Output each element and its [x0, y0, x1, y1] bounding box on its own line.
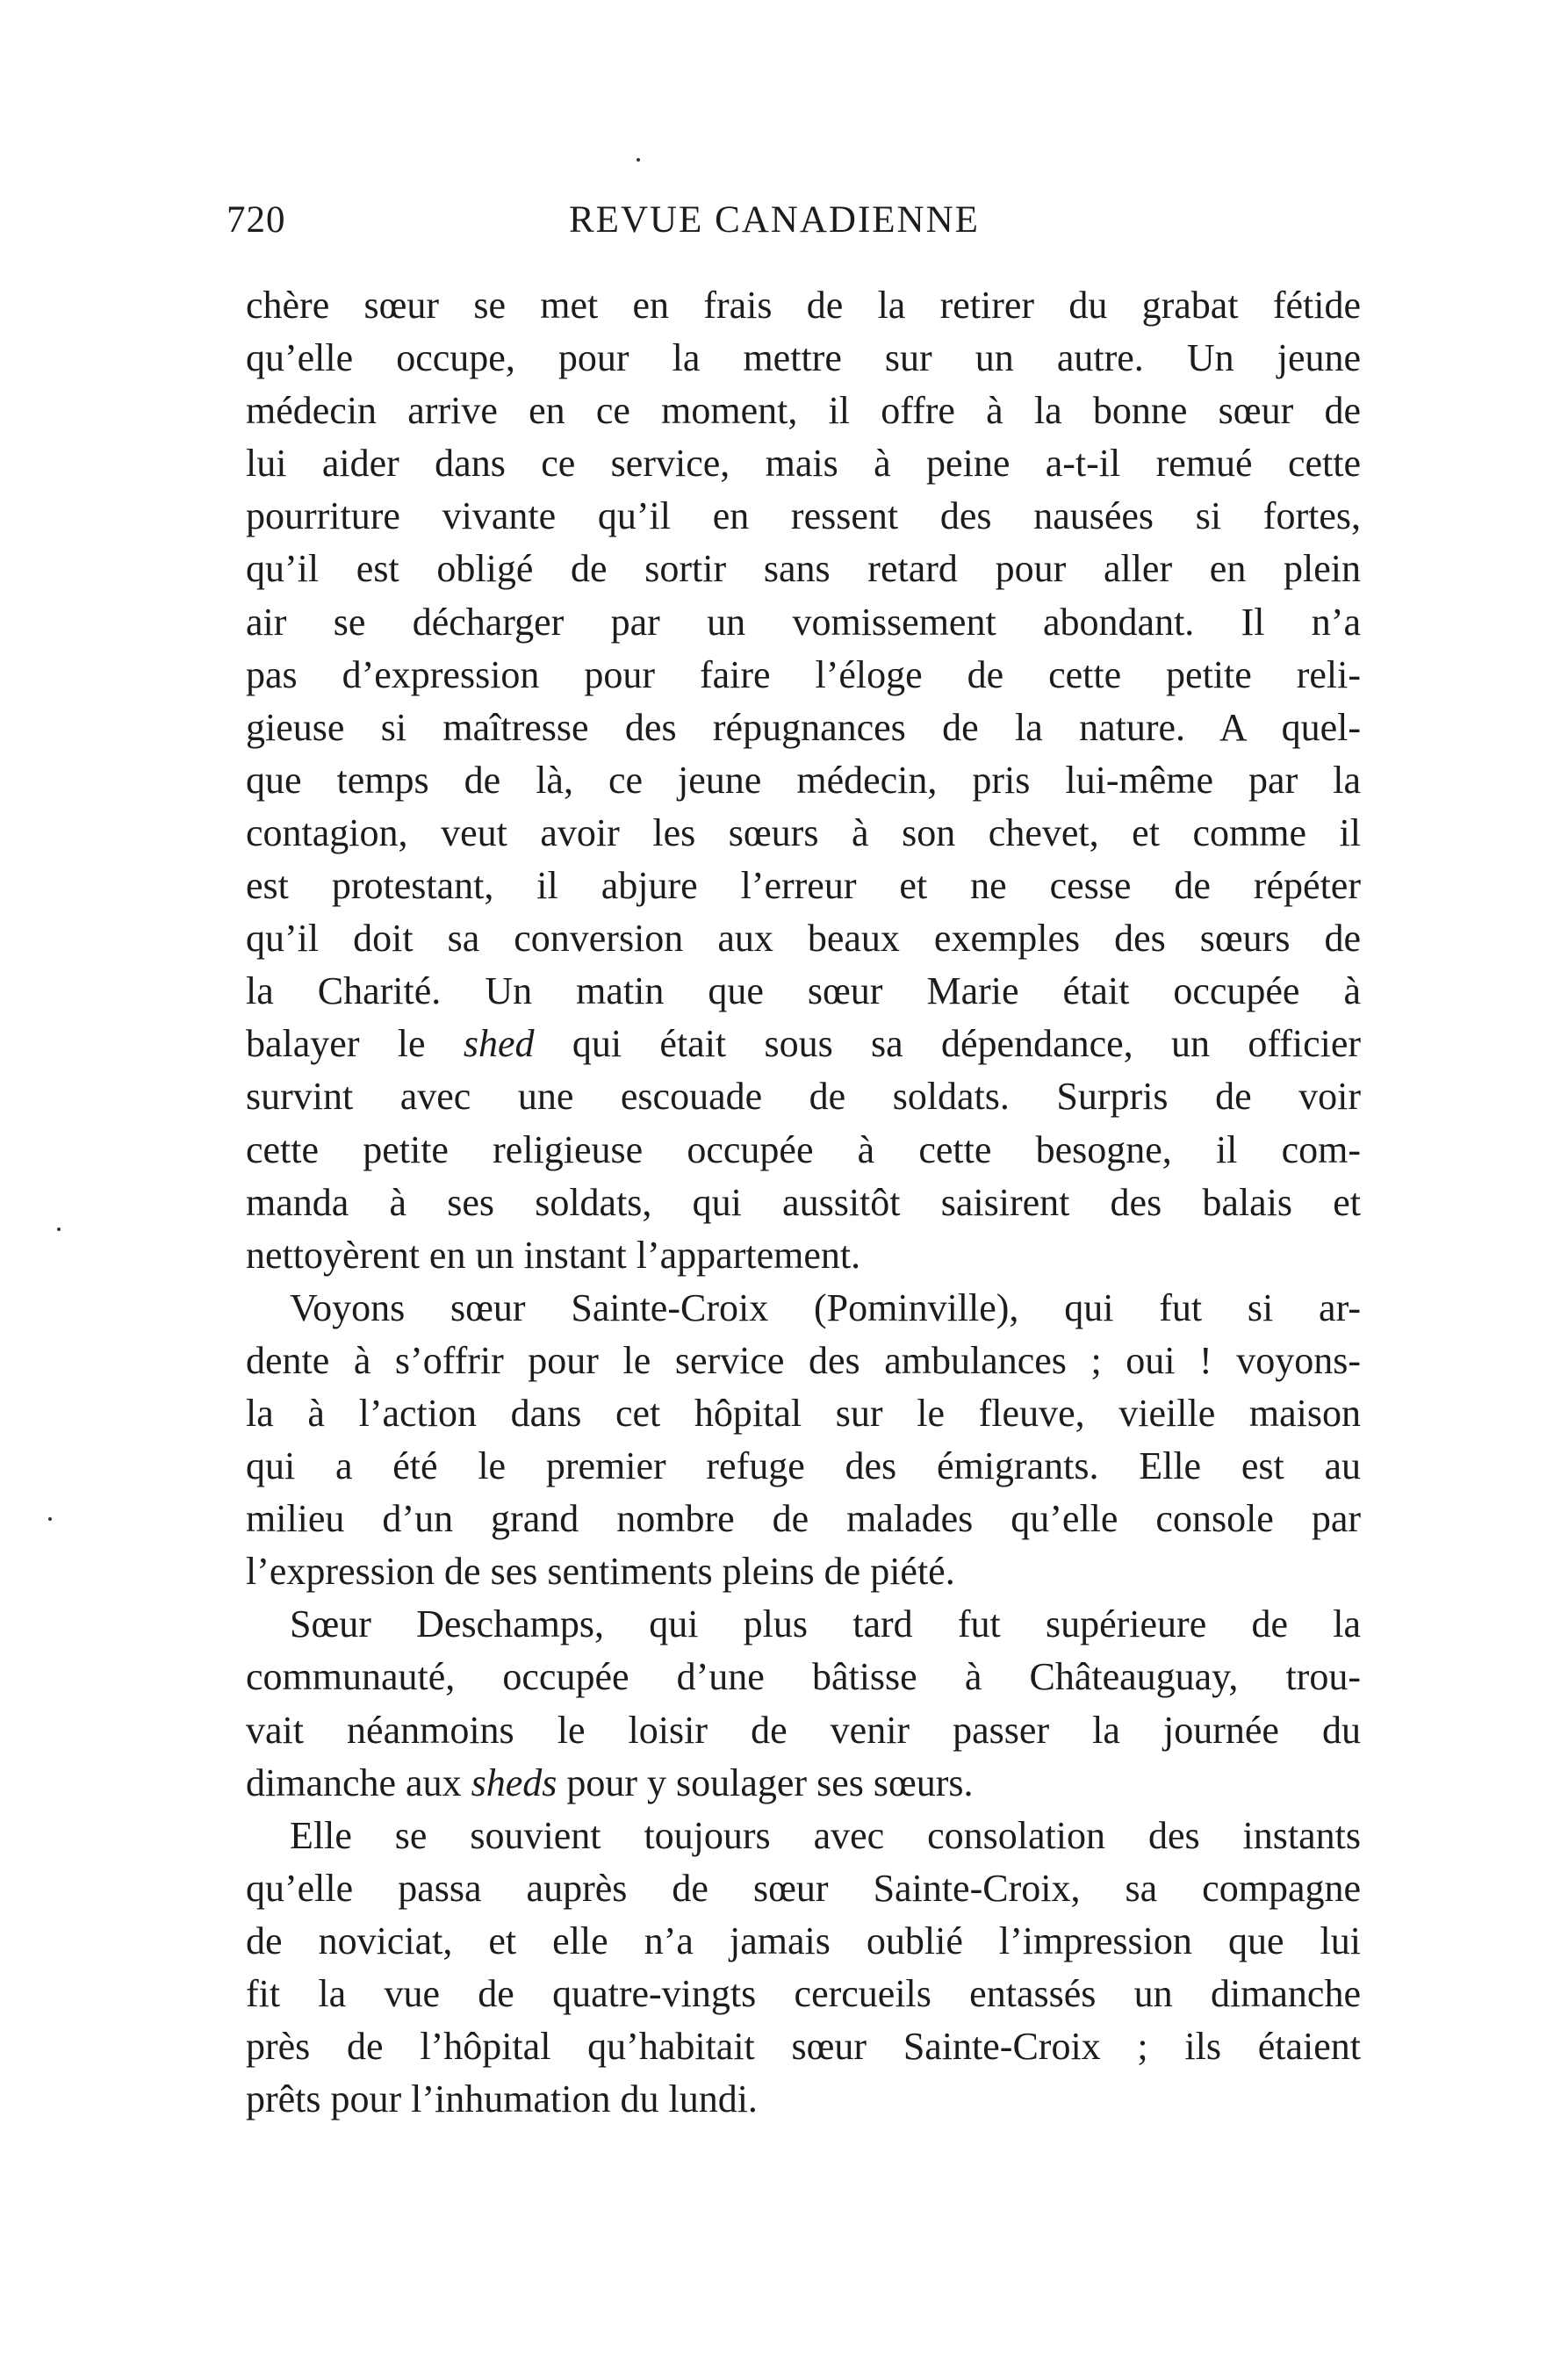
text-line: Elle se souvient toujours avec consolation des instants [290, 1813, 1361, 1857]
print-speck [637, 158, 640, 162]
text-line: lui aider dans ce service, mais à peine a-t-il remué cette [246, 442, 1361, 486]
text-line [246, 1757, 1361, 1810]
text-segment: qui était sous sa dépendance, un officier [534, 1022, 1361, 1066]
text-line: dente à s’offrir pour le service des ambulances ; oui ! voyons- [246, 1338, 1361, 1382]
text-line: gieuse si maîtresse des répugnances de la nature. A quel- [246, 705, 1361, 749]
text-line: pas d’expression pour faire l’éloge de cette petite reli- [246, 652, 1361, 696]
text-line: l’expression de ses sentiments pleins de piété. [246, 1550, 955, 1594]
text-line: Sœur Deschamps, qui plus tard fut supérieure de la [290, 1602, 1361, 1646]
running-head [227, 198, 1017, 251]
text-line: fit la vue de quatre-vingts cercueils entassés un dimanche [246, 1972, 1361, 2015]
text-line: air se décharger par un vomissement abondant. Il n’a [246, 600, 1361, 644]
print-speck [57, 1228, 61, 1231]
text-line: vait néanmoins le loisir de venir passer la journée du [246, 1708, 1361, 1752]
text-line: pourriture vivante qu’il en ressent des nausées si fortes, [246, 494, 1361, 538]
italic-word: shed [463, 1022, 535, 1066]
text-line: survint avec une escouade de soldats. Surpris de voir [246, 1075, 1361, 1119]
text-line: la à l’action dans cet hôpital sur le fleuve, vieille maison [246, 1391, 1361, 1435]
text-line: milieu d’un grand nombre de malades qu’elle console par [246, 1497, 1361, 1541]
running-title: REVUE CANADIENNE [569, 199, 980, 241]
text-line: médecin arrive en ce moment, il offre à la bonne sœur de [246, 389, 1361, 433]
text-line: cette petite religieuse occupée à cette besogne, il com- [246, 1127, 1361, 1171]
text-line: qu’elle passa auprès de sœur Sainte-Croix, sa compagne [246, 1866, 1361, 1910]
text-line: de noviciat, et elle n’a jamais oublié l’impression que lui [246, 1919, 1361, 1962]
text-line: qui a été le premier refuge des émigrants. Elle est au [246, 1444, 1361, 1488]
italic-word: sheds [471, 1760, 557, 1804]
text-line: Voyons sœur Sainte-Croix (Pominville), qui fut si ar- [290, 1285, 1361, 1329]
text-line [246, 1018, 1361, 1070]
page-number: 720 [227, 199, 286, 241]
text-line: qu’elle occupe, pour la mettre sur un autre. Un jeune [246, 336, 1361, 380]
print-speck [48, 1517, 52, 1521]
text-line: communauté, occupée d’une bâtisse à Châteauguay, trou- [246, 1655, 1361, 1699]
text-line: nettoyèrent en un instant l’appartement. [246, 1233, 861, 1277]
text-segment: balayer le [246, 1022, 464, 1066]
text-line: contagion, veut avoir les sœurs à son chevet, et comme il [246, 810, 1361, 854]
text-line: la Charité. Un matin que sœur Marie était occupée à [246, 969, 1361, 1013]
text-line: près de l’hôpital qu’habitait sœur Sainte-Croix ; ils étaient [246, 2025, 1361, 2069]
text-line: est protestant, il abjure l’erreur et ne cesse de répéter [246, 864, 1361, 908]
text-line: qu’il doit sa conversion aux beaux exemples des sœurs de [246, 917, 1361, 961]
text-line: chère sœur se met en frais de la retirer du grabat fétide [246, 284, 1361, 327]
text-segment: dimanche aux [246, 1760, 471, 1804]
text-line: que temps de là, ce jeune médecin, pris lui-même par la [246, 758, 1361, 802]
text-line: qu’il est obligé de sortir sans retard pour aller en plein [246, 547, 1361, 591]
text-line: manda à ses soldats, qui aussitôt saisirent des balais et [246, 1180, 1361, 1224]
text-segment: pour y soulager ses sœurs. [557, 1760, 974, 1804]
body-text [246, 279, 1361, 2126]
text-line: prêts pour l’inhumation du lundi. [246, 2077, 758, 2121]
